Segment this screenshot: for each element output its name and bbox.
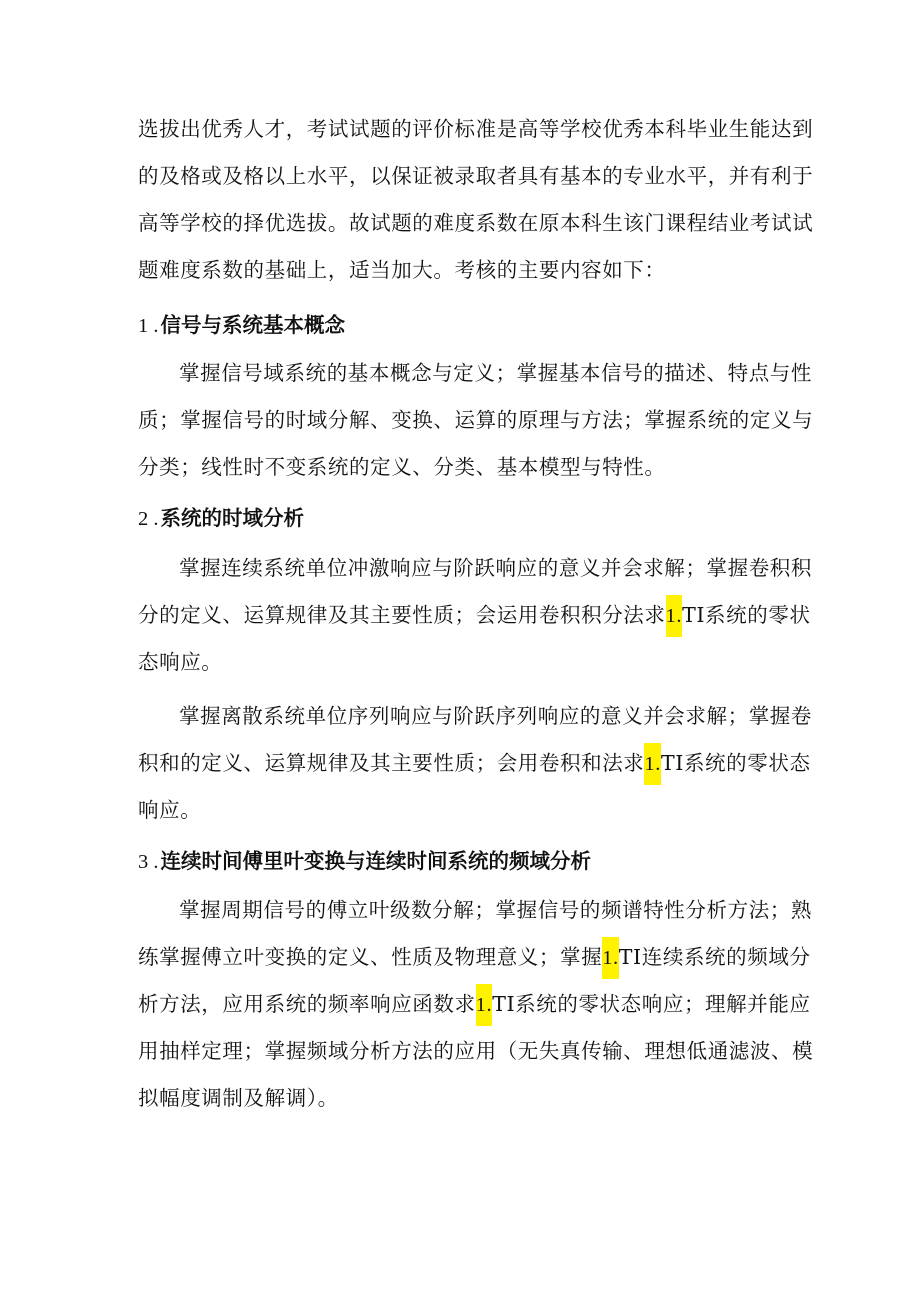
section-title: 连续时间傅里叶变换与连续时间系统的频域分析 <box>160 849 591 873</box>
paragraph-line: 用抽样定理；掌握频域分析方法的应用（无失真传输、理想低通滤波、模 <box>138 1039 814 1063</box>
paragraph-line: 分类；线性时不变系统的定义、分类、基本模型与特性。 <box>138 455 666 479</box>
paragraph-line: 掌握连续系统单位冲激响应与阶跃响应的意义并会求解；掌握卷积积 <box>179 556 812 580</box>
section-1-paragraph <box>138 350 814 491</box>
text-run: TI系统的零状态 <box>660 751 811 775</box>
section-title: 信号与系统基本概念 <box>160 313 345 337</box>
section-number: 2 . <box>138 508 159 530</box>
text-run: TI系统的零状态响应；理解并能应 <box>492 992 811 1016</box>
paragraph-line: 响应。 <box>138 798 202 822</box>
paragraph-line: 掌握离散系统单位序列响应与阶跃序列响应的意义并会求解；掌握卷 <box>179 704 812 728</box>
highlighted-text: 1. <box>476 984 493 1026</box>
text-run: TI系统的零状 <box>682 603 811 627</box>
section-3-heading <box>138 838 591 886</box>
text-run: TI连续系统的频域分 <box>618 945 811 969</box>
paragraph-line <box>138 981 811 1028</box>
section-2-paragraph-2 <box>138 693 812 834</box>
paragraph-line: 掌握信号域系统的基本概念与定义；掌握基本信号的描述、特点与性 <box>179 361 812 385</box>
highlighted-text: 1. <box>666 595 683 637</box>
text-run: 积和的定义、运算规律及其主要性质；会用卷积和法求 <box>138 751 645 775</box>
section-title: 系统的时域分析 <box>160 506 304 530</box>
intro-line: 的及格或及格以上水平，以保证被录取者具有基本的专业水平，并有利于 <box>138 164 814 188</box>
paragraph-line <box>138 592 811 639</box>
section-2-paragraph-1 <box>138 545 812 686</box>
intro-line: 高等学校的择优选拔。故试题的难度系数在原本科生该门课程结业考试试 <box>138 211 814 235</box>
intro-paragraph <box>138 106 814 294</box>
paragraph-line: 态响应。 <box>138 650 223 674</box>
paragraph-line: 质；掌握信号的时域分解、变换、运算的原理与方法；掌握系统的定义与 <box>138 408 814 432</box>
paragraph-line <box>138 934 811 981</box>
text-run: 分的定义、运算规律及其主要性质；会运用卷积积分法求 <box>138 603 666 627</box>
intro-line: 选拔出优秀人才，考试试题的评价标准是高等学校优秀本科毕业生能达到 <box>138 117 814 141</box>
text-run: 练掌握傅立叶变换的定义、性质及物理意义；掌握 <box>138 945 603 969</box>
section-number: 3 . <box>138 851 159 873</box>
section-2-heading <box>138 495 304 543</box>
paragraph-line: 拟幅度调制及解调）。 <box>138 1086 339 1110</box>
section-3-paragraph <box>138 887 814 1122</box>
text-run: 析方法，应用系统的频率响应函数求 <box>138 992 476 1016</box>
paragraph-line <box>138 740 811 787</box>
highlighted-text: 1. <box>602 937 619 979</box>
section-1-heading <box>138 302 345 350</box>
highlighted-text: 1. <box>644 743 661 785</box>
paragraph-line: 掌握周期信号的傅立叶级数分解；掌握信号的频谱特性分析方法；熟 <box>179 898 812 922</box>
intro-line: 题难度系数的基础上，适当加大。考核的主要内容如下： <box>138 258 666 282</box>
section-number: 1 . <box>138 315 159 337</box>
